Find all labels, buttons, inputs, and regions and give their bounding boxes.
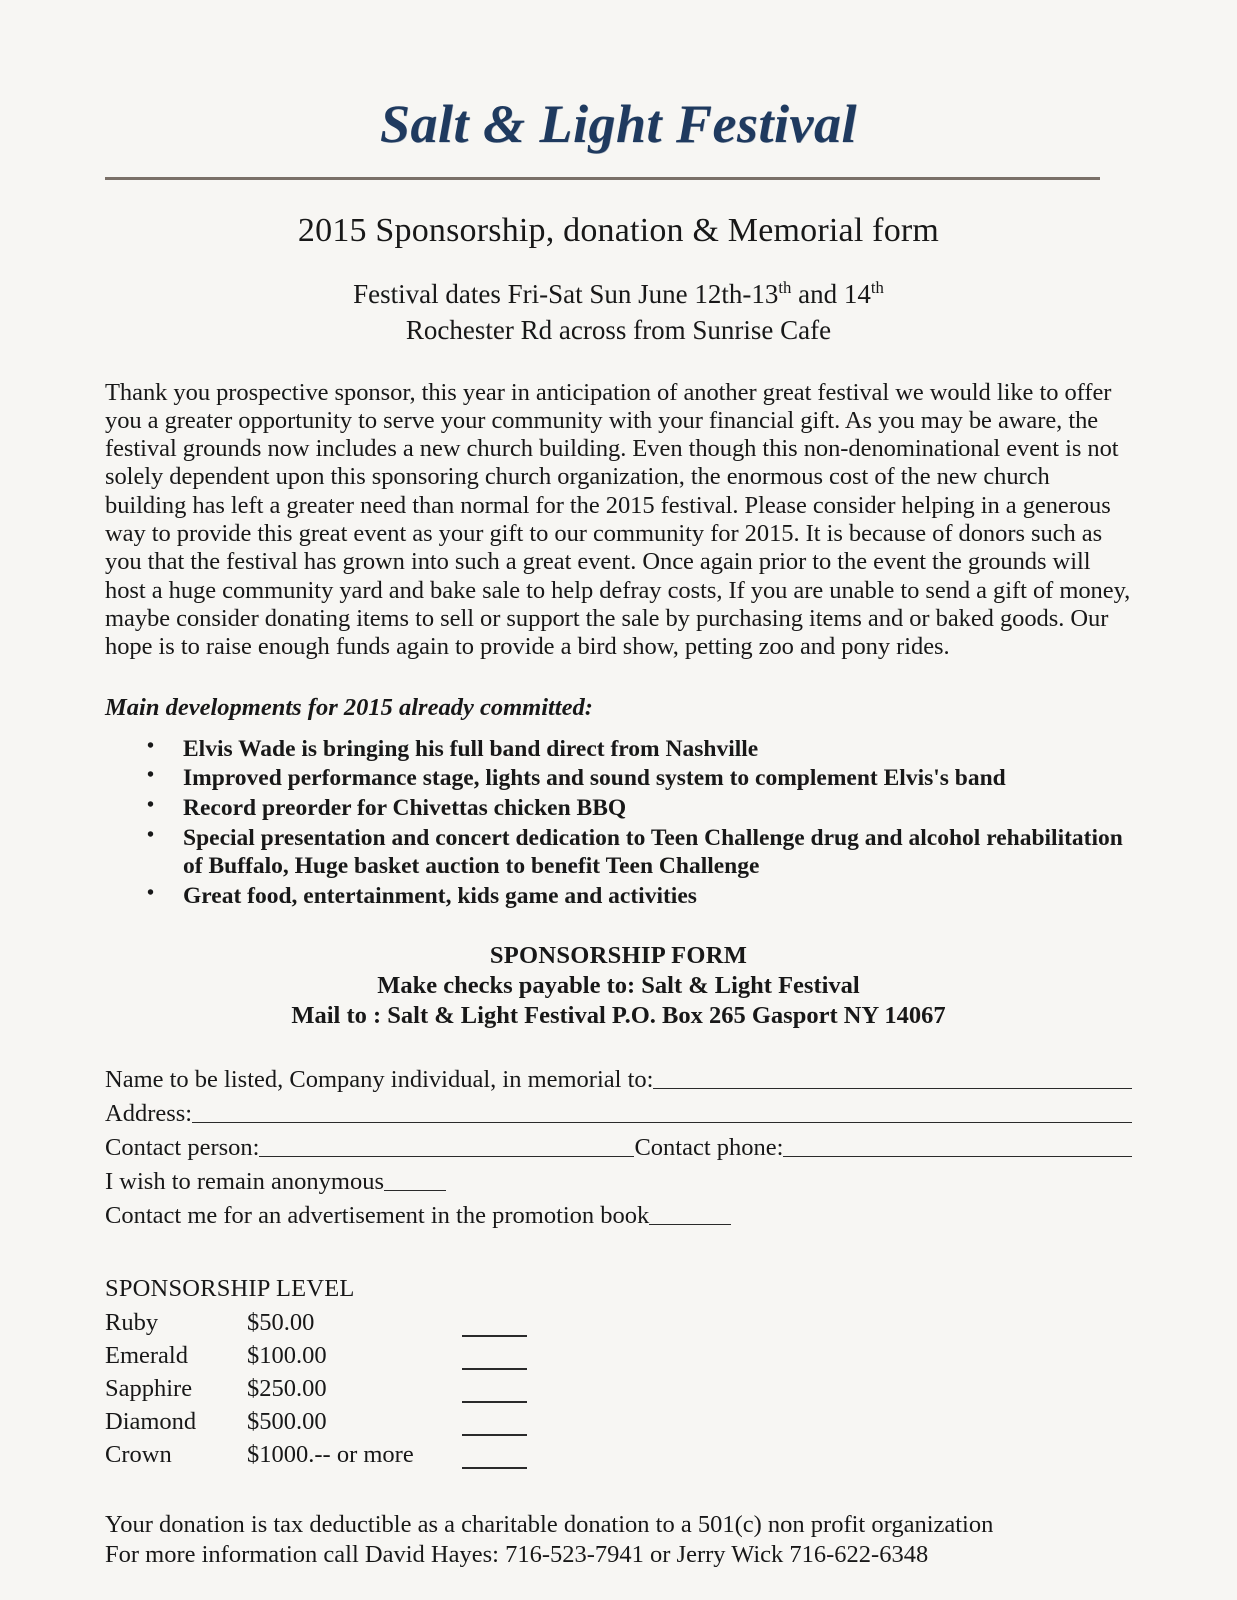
anonymous-label: I wish to remain anonymous	[105, 1168, 384, 1196]
level-price: $50.00	[247, 1308, 315, 1336]
list-item: • Special presentation and concert dedication to Teen Challenge drug and alcohol rehabilitation of Buffalo, Huge basket auction to benefit Teen Challenge	[105, 825, 1132, 881]
list-item: • Elvis Wade is bringing his full band direct from Nashville	[105, 736, 1132, 764]
dates-superscript-1: th	[778, 277, 792, 297]
dates-superscript-2: th	[870, 277, 884, 297]
level-price: $250.00	[247, 1374, 327, 1402]
footer-notes	[105, 1510, 1132, 1570]
sponsorship-levels	[105, 1275, 1132, 1470]
contact-field-row	[105, 1129, 1132, 1163]
table-row	[105, 1304, 1132, 1337]
checks-payable-line: Make checks payable to: Salt & Light Festival	[377, 972, 860, 1000]
address-input[interactable]	[192, 1097, 1132, 1123]
level-price: $100.00	[247, 1341, 327, 1369]
level-checkbox-line[interactable]	[462, 1311, 527, 1336]
festival-dates-line	[105, 276, 1132, 312]
name-field-row	[105, 1061, 1132, 1095]
table-row	[105, 1404, 1132, 1437]
list-item: • Improved performance stage, lights and sound system to complement Elvis's band	[105, 765, 1132, 793]
dates-mid: and 14	[791, 278, 871, 309]
level-checkbox-line[interactable]	[462, 1378, 527, 1403]
intro-paragraph: Thank you prospective sponsor, this year in anticipation of another great festival we would like to offer you a greater opportunity to serve your community with your financial gift. As you may be aware, the festival grounds now includes a new church building. Even though this non-denominational event is not solely dependent upon this sponsoring church organization, the enormous cost of the new church building has left a greater need than normal for the 2015 festival. Please consider helping in a generous way to provide this great event as your gift to our community for 2015. It is because of donors such as you that the festival has grown into such a great event. Once again prior to the event the grounds will host a huge community yard and bake sale to help defray costs, If you are unable to send a gift of money, maybe consider donating items to sell or support the sale by purchasing items and or baked goods. Our hope is to raise enough funds again to provide a bird show, petting zoo and pony rides.	[105, 378, 1131, 661]
contact-person-label: Contact person:	[105, 1134, 260, 1162]
dates-prefix: Festival dates Fri-Sat Sun June 12th-13	[353, 278, 779, 309]
developments-list	[105, 736, 1132, 912]
table-row	[105, 1371, 1132, 1404]
name-field-label: Name to be listed, Company individual, in memorial to:	[105, 1065, 654, 1093]
address-field-label: Address:	[105, 1099, 193, 1127]
sponsorship-form-heading-block	[105, 941, 1132, 1031]
sponsorship-form-heading: SPONSORSHIP FORM	[489, 942, 748, 970]
level-checkbox-line[interactable]	[462, 1345, 527, 1370]
sponsorship-levels-title: SPONSORSHIP LEVEL	[105, 1275, 355, 1303]
advertisement-input[interactable]	[649, 1199, 731, 1225]
advertisement-field-row	[105, 1197, 1132, 1231]
level-checkbox-line[interactable]	[462, 1444, 527, 1469]
table-row	[105, 1437, 1132, 1470]
level-checkbox-line[interactable]	[462, 1411, 527, 1436]
table-row	[105, 1338, 1132, 1371]
list-item: • Great food, entertainment, kids game and activities	[105, 883, 1132, 911]
level-name: Diamond	[105, 1408, 197, 1436]
contact-phone-label: Contact phone:	[634, 1134, 784, 1162]
tax-deductible-note: Your donation is tax deductible as a charitable donation to a 501(c) non profit organization	[105, 1511, 994, 1539]
festival-location-line: Rochester Rd across from Sunrise Cafe	[405, 315, 832, 346]
developments-heading: Main developments for 2015 already committed:	[105, 693, 593, 721]
mailing-address-line: Mail to : Salt & Light Festival P.O. Box 265 Gasport NY 14067	[291, 1002, 946, 1029]
level-name: Crown	[105, 1441, 172, 1469]
anonymous-field-row	[105, 1163, 1132, 1197]
page-title: Salt & Light Festival	[379, 94, 858, 154]
level-price: $1000.-- or more	[247, 1441, 414, 1469]
festival-dates	[105, 276, 1132, 349]
address-field-row	[105, 1095, 1132, 1129]
list-item: • Record preorder for Chivettas chicken BBQ	[105, 795, 1132, 823]
contact-info-note: For more information call David Hayes: 716-523-7941 or Jerry Wick 716-622-6348	[105, 1541, 929, 1569]
contact-phone-input[interactable]	[783, 1131, 1132, 1157]
name-input[interactable]	[653, 1063, 1132, 1089]
header-divider	[105, 177, 1100, 180]
level-name: Sapphire	[105, 1374, 193, 1402]
anonymous-input[interactable]	[384, 1165, 446, 1191]
advertisement-label: Contact me for an advertisement in the promotion book	[105, 1202, 650, 1230]
form-fields	[105, 1061, 1132, 1232]
level-name: Ruby	[105, 1308, 159, 1336]
level-name: Emerald	[105, 1341, 188, 1369]
level-price: $500.00	[247, 1408, 327, 1436]
contact-person-input[interactable]	[259, 1131, 634, 1157]
page-subtitle: 2015 Sponsorship, donation & Memorial form	[297, 211, 940, 249]
